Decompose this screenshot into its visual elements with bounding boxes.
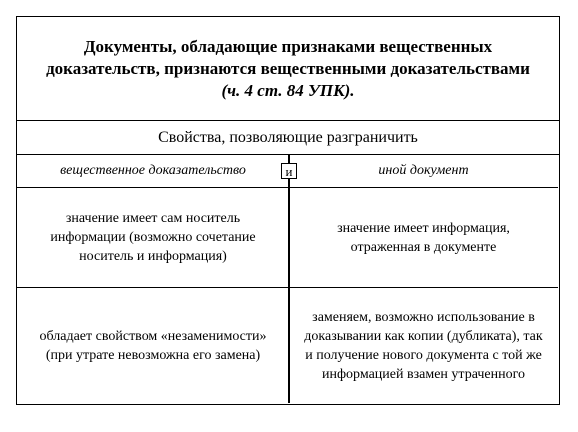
column-header-other-document: иной документ	[289, 155, 558, 188]
properties-header: Свойства, позволяющие разграничить	[17, 121, 559, 155]
table-title	[17, 17, 559, 121]
table-cell-row1-right: значение имеет информация, отраженная в документе	[289, 188, 558, 288]
title-text: Документы, обладающие признаками вещественных доказательств, признаются вещественными доказательствами	[46, 36, 530, 78]
title-legal-reference: (ч. 4 ст. 84 УПК).	[221, 80, 355, 100]
comparison-table	[16, 16, 560, 405]
column-header-physical-evidence: вещественное доказательство	[17, 155, 289, 188]
conjunction-box: и	[281, 163, 297, 179]
table-cell-row1-left: значение имеет сам носитель информации (возможно сочетание носитель и информация)	[17, 188, 289, 288]
table-cell-row2-right: заменяем, возможно использование в доказывании как копии (дубликата), так и получение нового документа с той же информацией взамен утраченного	[304, 309, 543, 382]
table-cell-row2-left: обладает свойством «незаменимости» (при утрате невозможна его замена)	[39, 328, 267, 363]
